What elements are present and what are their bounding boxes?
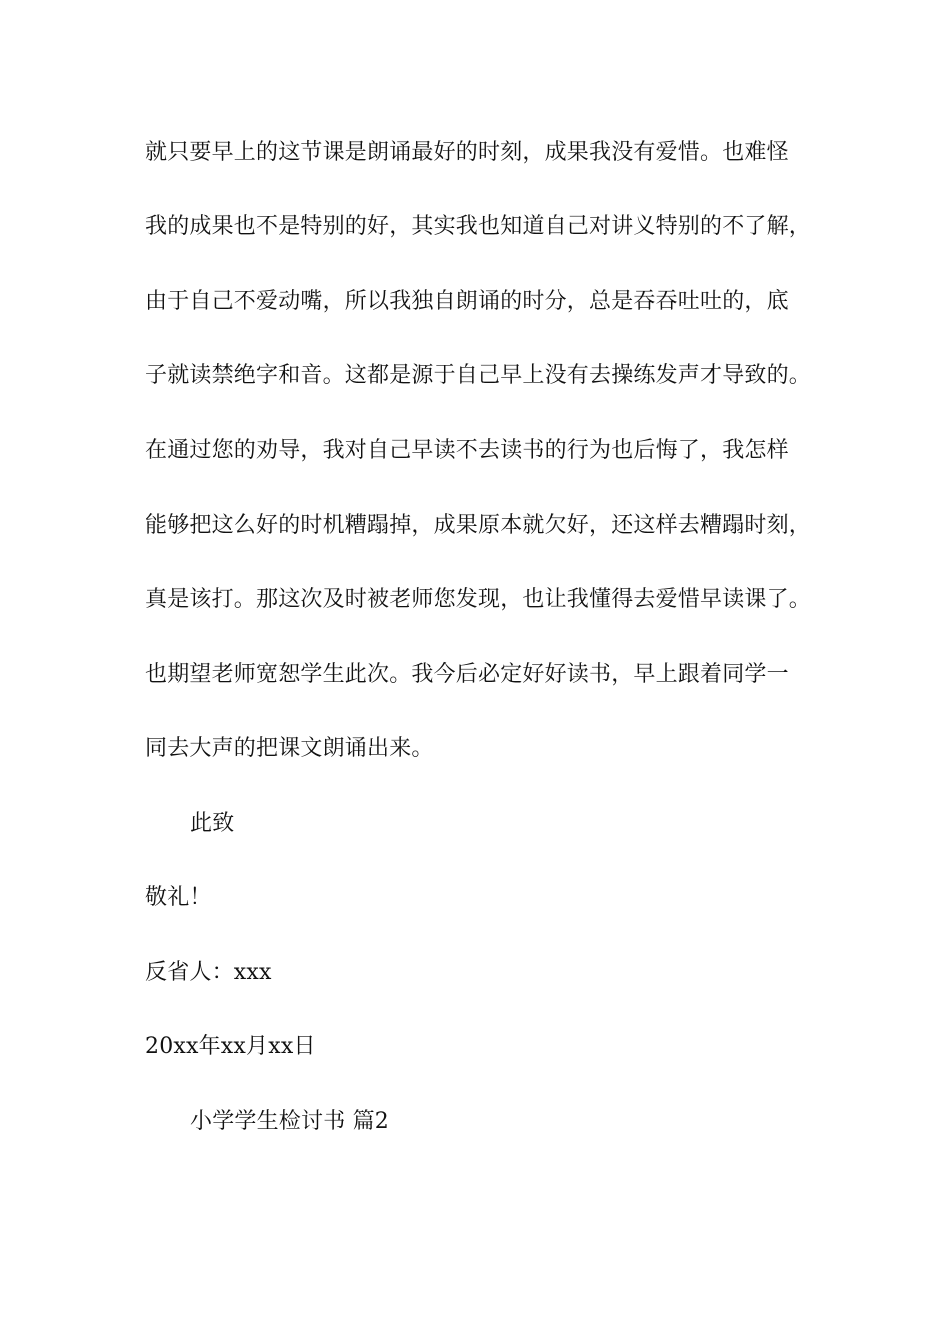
body-line-6: 能够把这么好的时机糟蹋掉，成果原本就欠好，还这样去糟蹋时刻， bbox=[145, 513, 812, 538]
body-line-9: 同去大声的把课文朗诵出来。 bbox=[145, 736, 434, 761]
date-line: 20xx年xx月xx日 bbox=[145, 1034, 316, 1059]
signer-line: 反省人：xxx bbox=[145, 960, 272, 985]
salute-phrase: 敬礼！ bbox=[145, 885, 212, 910]
body-line-3: 由于自己不爱动嘴，所以我独自朗诵的时分，总是吞吞吐吐的，底 bbox=[145, 289, 789, 314]
next-section-heading: 小学学生检讨书 篇2 bbox=[190, 1109, 389, 1134]
body-line-4: 子就读禁绝字和音。这都是源于自己早上没有去操练发声才导致的。 bbox=[145, 363, 812, 388]
body-line-2: 我的成果也不是特别的好，其实我也知道自己对讲义特别的不了解， bbox=[145, 214, 812, 239]
body-line-7: 真是该打。那这次及时被老师您发现，也让我懂得去爱惜早读课了。 bbox=[145, 587, 812, 612]
body-line-8: 也期望老师宽恕学生此次。我今后必定好好读书，早上跟着同学一 bbox=[145, 662, 789, 687]
body-line-1: 就只要早上的这节课是朗诵最好的时刻，成果我没有爱惜。也难怪 bbox=[145, 140, 789, 165]
closing-phrase: 此致 bbox=[190, 811, 235, 836]
body-line-5: 在通过您的劝导，我对自己早读不去读书的行为也后悔了，我怎样 bbox=[145, 438, 789, 463]
